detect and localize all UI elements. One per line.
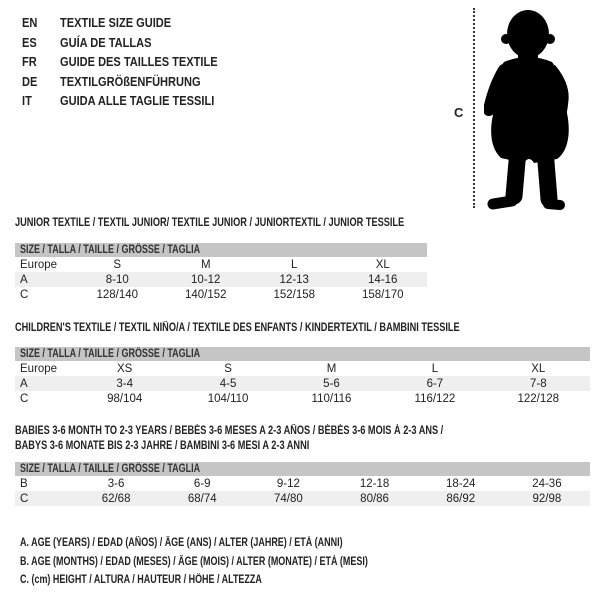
table-row-europe	[15, 361, 590, 376]
language-row-es	[22, 33, 245, 53]
table-cell: 12-18	[359, 477, 390, 490]
table-cell: 12-13	[279, 273, 309, 286]
table-cell: 10-12	[191, 273, 221, 286]
language-row-de	[22, 72, 245, 92]
table-cell: 18-24	[446, 477, 476, 490]
height-dotted-line	[473, 8, 475, 208]
table-cell: 62/68	[101, 492, 131, 505]
language-row-it	[22, 91, 245, 111]
table-cell: 86/92	[446, 492, 476, 505]
table-cell: M	[200, 258, 211, 271]
babies-table-title-line2: BABYS 3-6 MONATE BIS 2-3 JAHRE / BAMBINI 3-6 MESI A 2-3 ANNI	[15, 440, 310, 452]
babies-size-table	[15, 462, 590, 506]
junior-size-table	[15, 243, 427, 302]
language-label: GUIDA ALLE TAGLIE TESSILI	[60, 93, 215, 109]
size-header-bar: SIZE / TALLA / TAILLE / GRÖSSE / TAGLIA	[15, 462, 590, 476]
table-cell: 98/104	[107, 392, 143, 405]
table-cell: XL	[531, 362, 546, 375]
legend-line-c: C. (cm) HEIGHT / ALTURA / HAUTEUR / HÖHE / ALTEZZA	[20, 574, 262, 587]
table-cell: 6-9	[193, 477, 211, 490]
size-header-bar: SIZE / TALLA / TAILLE / GRÖSSE / TAGLIA	[15, 243, 427, 257]
language-code: IT	[22, 93, 32, 109]
row-label: A	[20, 377, 28, 390]
table-row-height	[15, 491, 590, 506]
table-cell: 140/152	[184, 288, 227, 301]
row-label: Europe	[20, 258, 58, 271]
language-code: EN	[22, 15, 38, 31]
language-code: DE	[22, 73, 38, 89]
language-label: TEXTILE SIZE GUIDE	[60, 15, 172, 31]
table-cell: M	[326, 362, 337, 375]
row-label: A	[20, 273, 28, 286]
table-cell: 24-36	[532, 477, 562, 490]
height-measure-label: C	[454, 105, 464, 120]
table-cell: 68/74	[187, 492, 217, 505]
table-cell: 6-7	[426, 377, 444, 390]
table-cell: 3-4	[116, 377, 133, 390]
language-list	[22, 13, 245, 111]
babies-table-title-line1: BABIES 3-6 MONTH TO 2-3 YEARS / BEBÉS 3-6 MESES A 2-3 AÑOS / BÉBÉS 3-6 MOIS À 2-3 ANS /	[15, 425, 444, 437]
table-cell: 128/140	[96, 288, 139, 301]
row-label: C	[20, 288, 29, 301]
baby-silhouette-icon	[484, 8, 598, 212]
table-cell: XL	[375, 258, 390, 271]
row-label: Europe	[20, 362, 58, 375]
size-header-bar: SIZE / TALLA / TAILLE / GRÖSSE / TAGLIA	[15, 347, 590, 361]
language-row-fr	[22, 52, 245, 72]
language-code: FR	[22, 54, 37, 70]
children-table-title: CHILDREN'S TEXTILE / TEXTIL NIÑO/A / TEXTILE DES ENFANTS / KINDERTEXTIL / BAMBINI TESSILE	[15, 322, 460, 334]
language-label: TEXTILGRÖßENFÜHRUNG	[60, 73, 201, 89]
table-cell: 9-12	[276, 477, 300, 490]
row-label: C	[20, 392, 29, 405]
table-row-age	[15, 272, 427, 287]
row-label: B	[20, 477, 28, 490]
table-cell: 110/116	[311, 392, 352, 405]
children-size-table	[15, 347, 590, 406]
table-cell: 158/170	[361, 288, 404, 301]
table-cell: 4-5	[219, 377, 237, 390]
legend-line-b: B. AGE (MONTHS) / EDAD (MESES) / ÂGE (MOIS) / ALTER (MONATE) / ETÀ (MESI)	[20, 555, 368, 568]
table-cell: 104/110	[207, 392, 249, 405]
table-cell: 5-6	[323, 377, 340, 390]
language-row-en	[22, 13, 245, 33]
legend-line-a: A. AGE (YEARS) / EDAD (AÑOS) / ÂGE (ANS) / ALTER (JAHRE) / ETÀ (ANNI)	[20, 537, 343, 550]
table-cell: 3-6	[107, 477, 125, 490]
table-row-age	[15, 376, 590, 391]
language-code: ES	[22, 34, 37, 50]
table-row-europe	[15, 257, 427, 272]
row-label: C	[20, 492, 29, 505]
table-cell: S	[224, 362, 232, 375]
table-cell: S	[113, 258, 122, 271]
table-cell: 92/98	[532, 492, 562, 505]
table-row-height	[15, 391, 590, 406]
table-cell: 80/86	[360, 492, 389, 505]
table-cell: 8-10	[105, 273, 129, 286]
language-label: GUÍA DE TALLAS	[60, 34, 152, 50]
table-cell: 152/158	[273, 288, 316, 301]
table-cell: 122/128	[517, 392, 560, 405]
table-row-height	[15, 287, 427, 302]
measurement-legend	[20, 534, 466, 590]
table-cell: 7-8	[529, 377, 547, 390]
table-cell: 74/80	[274, 492, 303, 505]
table-cell: L	[291, 258, 298, 271]
table-cell: 116/122	[414, 392, 456, 405]
table-cell: XS	[117, 362, 133, 375]
language-label: GUIDE DES TAILLES TEXTILE	[60, 54, 218, 70]
table-cell: 14-16	[368, 273, 398, 286]
table-cell: L	[431, 362, 439, 375]
junior-table-title: JUNIOR TEXTILE / TEXTIL JUNIOR/ TEXTILE JUNIOR / JUNIORTEXTIL / JUNIOR TESSILE	[15, 217, 405, 229]
table-row-months	[15, 476, 590, 491]
